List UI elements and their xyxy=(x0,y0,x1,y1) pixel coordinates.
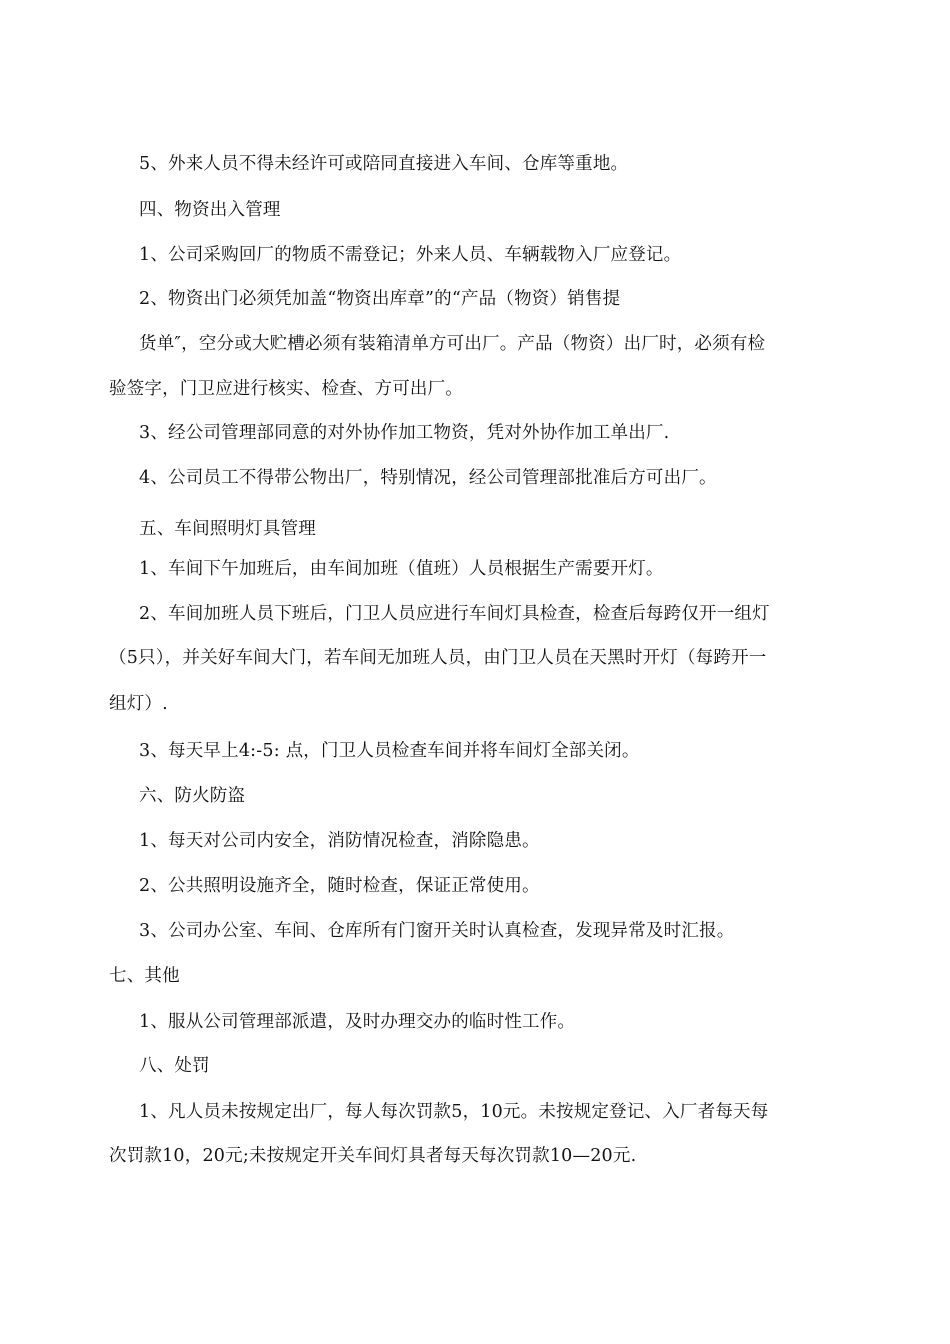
item-4-materials: 4、公司员工不得带公物出厂，特别情况，经公司管理部批准后方可出厂。 xyxy=(139,468,717,488)
section-heading-fire: 六、防火防盗 xyxy=(139,786,246,806)
item-1-fire: 1、每天对公司内安全，消防情况检查，消除隐患。 xyxy=(139,831,540,851)
item-1-penalty-line-2: 次罚款10，20元;未按规定开关车间灯具者每天每次罚款10—20元. xyxy=(109,1146,637,1166)
item-1-other: 1、服从公司管理部派遣，及时办理交办的临时性工作。 xyxy=(139,1012,576,1032)
item-2-lighting-line-3: 组灯）. xyxy=(109,694,168,714)
item-1-penalty-line-1: 1、凡人员未按规定出厂，每人每次罚款5，10元。未按规定登记、入厂者每天每 xyxy=(139,1102,769,1122)
item-3-lighting: 3、每天早上4:-5: 点，门卫人员检查车间并将车间灯全部关闭。 xyxy=(139,741,640,761)
item-2-materials-line-1: 2、物资出门必须凭加盖“物资出库章”的“产品（物资）销售提 xyxy=(139,289,621,309)
section-heading-other: 七、其他 xyxy=(109,966,180,986)
section-heading-penalty: 八、处罚 xyxy=(139,1056,210,1076)
item-3-materials: 3、经公司管理部同意的对外协作加工物资，凭对外协作加工单出厂. xyxy=(139,423,670,443)
item-2-lighting-line-1: 2、车间加班人员下班后，门卫人员应进行车间灯具检查，检查后每跨仅开一组灯 xyxy=(139,604,770,624)
item-2-materials-line-2: 货单″，空分或大贮槽必须有装箱清单方可出厂。产品（物资）出厂时，必须有检 xyxy=(139,334,766,354)
item-2-fire: 2、公共照明设施齐全，随时检查，保证正常使用。 xyxy=(139,876,540,896)
item-3-fire: 3、公司办公室、车间、仓库所有门窗开关时认真检查，发现异常及时汇报。 xyxy=(139,921,735,941)
item-2-materials-line-3: 验签字，门卫应进行核实、检查、方可出厂。 xyxy=(109,379,463,399)
item-5-visitors: 5、外来人员不得未经许可或陪同直接进入车间、仓库等重地。 xyxy=(139,154,629,174)
section-heading-materials: 四、物资出入管理 xyxy=(139,200,281,220)
item-1-lighting: 1、车间下午加班后，由车间加班（值班）人员根据生产需要开灯。 xyxy=(139,559,664,579)
item-2-lighting-line-2: （5只），并关好车间大门，若车间无加班人员，由门卫人员在天黑时开灯（每跨开一 xyxy=(109,648,767,668)
item-1-materials: 1、公司采购回厂的物质不需登记；外来人员、车辆载物入厂应登记。 xyxy=(139,245,682,265)
section-heading-lighting: 五、车间照明灯具管理 xyxy=(139,519,316,539)
